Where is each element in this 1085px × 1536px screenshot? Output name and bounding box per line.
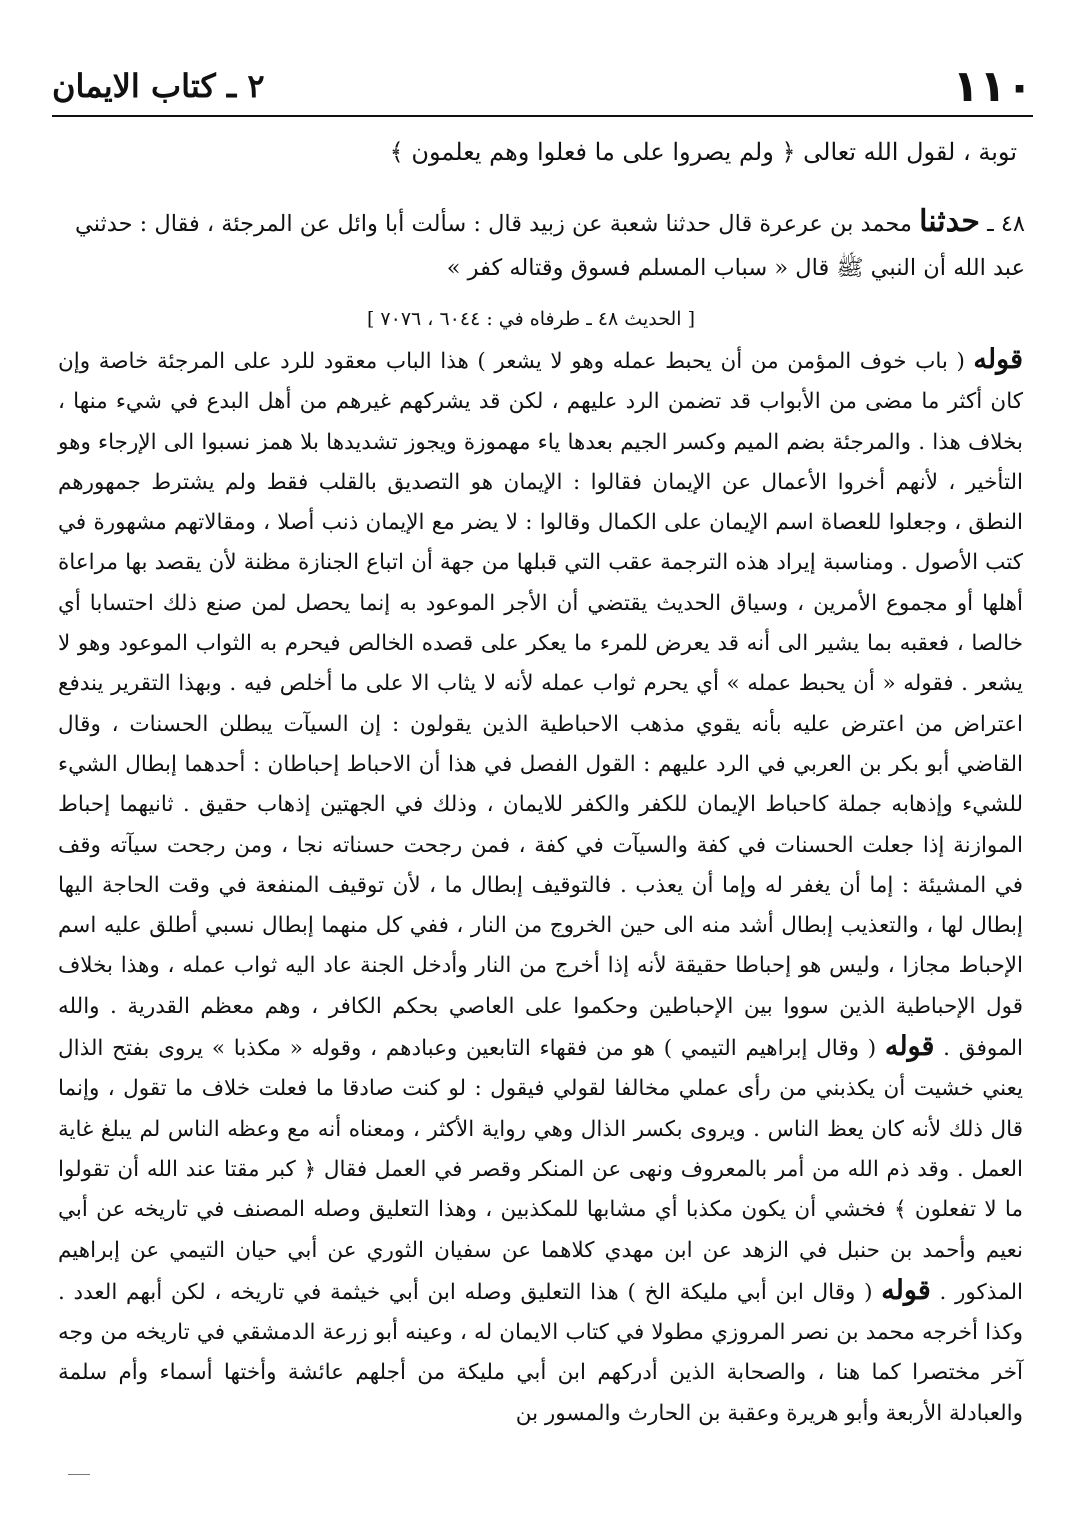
hadith-keyword: حدثنا	[919, 204, 980, 239]
verse-line: توبة ، لقول الله تعالى ﴿ ولم يصروا على ما فعلوا وهم يعلمون ﴾	[389, 138, 1017, 166]
commentary-body: ( باب خوف المؤمن من أن يحبط عمله وهو لا يشعر ) هذا الباب معقود للرد على المرجئة خاصة وإن كان أكثر ما مضى من الأبواب قد تضمن الرد عليهم ، لكن قد يشركهم غيرهم من أهل البدع في شيء منها ، بخلاف هذا . والمرجئة بضم الميم وكسر الجيم بعدها ياء مهموزة ويجوز تشديدها بلا همز نسبوا الى الإرجاء وهو التأخير ، لأنهم أخروا الأعمال عن الإيمان فقالوا : الإيمان هو التصديق بالقلب فقط ولم يشترط جمهورهم النطق ، وجعلوا للعصاة اسم الإيمان على الكمال وقالوا : لا يضر مع الإيمان ذنب أصلا ، ومقالاتهم مشهورة في كتب الأصول . ومناسبة إيراد هذه الترجمة عقب التي قبلها من جهة أن اتباع الجنازة مظنة لأن يقصد بها مراعاة أهلها أو مجموع الأمرين ، وسياق الحديث يقتضي أن الأجر الموعود به إنما يحصل لمن صنع ذلك احتسابا أي خالصا ، فعقبه بما يشير الى أنه قد يعرض للمرء ما يعكر على قصده الخالص فيحرم به الثواب الموعود وهو لا يشعر . فقوله « أن يحبط عمله » أي يحرم ثواب عمله لأنه لا يثاب الا على ما أخلص فيه . وبهذا التقرير يندفع اعتراض من اعترض عليه بأنه يقوي مذهب الاحباطية الذين يقولون : إن السيآت يبطلن الحسنات ، وقال القاضي أبو بكر بن العربي في الرد عليهم : القول الفصل في هذا أن الاحباط إحباطان : أحدهما إبطال الشيء للشيء وإذهابه جملة كاحباط الإيمان للكفر والكفر للايمان ، وذلك في الجهتين إذهاب حقيق . ثانيهما إحباط الموازنة إذا جعلت الحسنات في كفة والسيآت في كفة ، فمن رجحت حسناته نجا ، ومن رجحت سيآته وقف في المشيئة : إما أن يغفر له وإما أن يعذب . فالتوقيف إبطال ما ، لأن توقيف المنفعة في وقت الحاجة اليها إبطال لها ، والتعذيب إبطال أشد منه الى حين الخروج من النار ، ففي كل منهما إبطال نسبي أطلق عليه اسم الإحباط مجازا ، وليس هو إحباطا حقيقة لأنه إذا أخرج من النار وأدخل الجنة عاد اليه ثواب عمله ، وهذا بخلاف قول الإحباطية الذين سووا بين الإحباطين وحكموا على العاصي بحكم الكافر ، وهم معظم القدرية . والله الموفق .	[58, 349, 1023, 1062]
hadith-reference: [ الحديث ٤٨ ـ طرفاه في : ٦٠٤٤ ، ٧٠٧٦ ]	[366, 308, 695, 330]
footer-mark	[68, 1474, 90, 1475]
commentary-keyword-2: قوله	[884, 1031, 935, 1063]
hadith-number: ٤٨ ـ	[987, 211, 1025, 237]
hadith-block	[40, 200, 1025, 290]
page-header	[52, 60, 1033, 112]
hadith-text: محمد بن عرعرة قال حدثنا شعبة عن زبيد قال : سألت أبا وائل عن المرجئة ، فقال : حدثني عبد الله أن النبي ﷺ قال « سباب المسلم فسوق وقتاله كفر »	[74, 211, 1025, 281]
commentary-body-2: ( وقال إبراهيم التيمي ) هو من فقهاء التابعين وعبادهم ، وقوله « مكذبا » يروى بفتح الذال يعني خشيت أن يكذبني من رأى عملي مخالفا لقولي فيقول : لو كنت صادقا ما فعلت خلاف ما تقول ، وإنما قال ذلك لأنه كان يعظ الناس . ويروى بكسر الذال وهي رواية الأكثر ، ومعناه أنه مع وعظه الناس لم يبلغ غاية العمل . وقد ذم الله من أمر بالمعروف ونهى عن المنكر وقصر في العمل فقال ﴿ كبر مقتا عند الله أن تقولوا ما لا تفعلون ﴾ فخشي أن يكون مكذبا أي مشابها للمكذبين ، وهذا التعليق وصله المصنف في تاريخه عن أبي نعيم وأحمد بن حنبل في الزهد عن ابن مهدي كلاهما عن سفيان الثوري عن أبي حيان التيمي عن إبراهيم المذكور .	[58, 1036, 1023, 1305]
page-number: ١١٠	[952, 60, 1033, 112]
header-rule	[52, 115, 1033, 117]
commentary	[58, 340, 1023, 1434]
commentary-keyword-3: قوله	[881, 1274, 931, 1306]
chapter-title: ٢ ـ كتاب الايمان	[52, 67, 265, 105]
commentary-keyword: قوله	[973, 344, 1023, 375]
commentary-body-3: ( وقال ابن أبي مليكة الخ ) هذا التعليق وصله ابن أبي خيثمة في تاريخه ، لكن أبهم العدد . وكذا أخرجه محمد بن نصر المروزي مطولا في كتاب الايمان له ، وعينه أبو زرعة الدمشقي في تاريخه من وجه آخر مختصرا كما هنا ، والصحابة الذين أدركهم ابن أبي مليكة من أجلهم عائشة وأختها أسماء وأم سلمة والعبادلة الأربعة وأبو هريرة وعقبة بن الحارث والمسور بن	[58, 1279, 1023, 1426]
